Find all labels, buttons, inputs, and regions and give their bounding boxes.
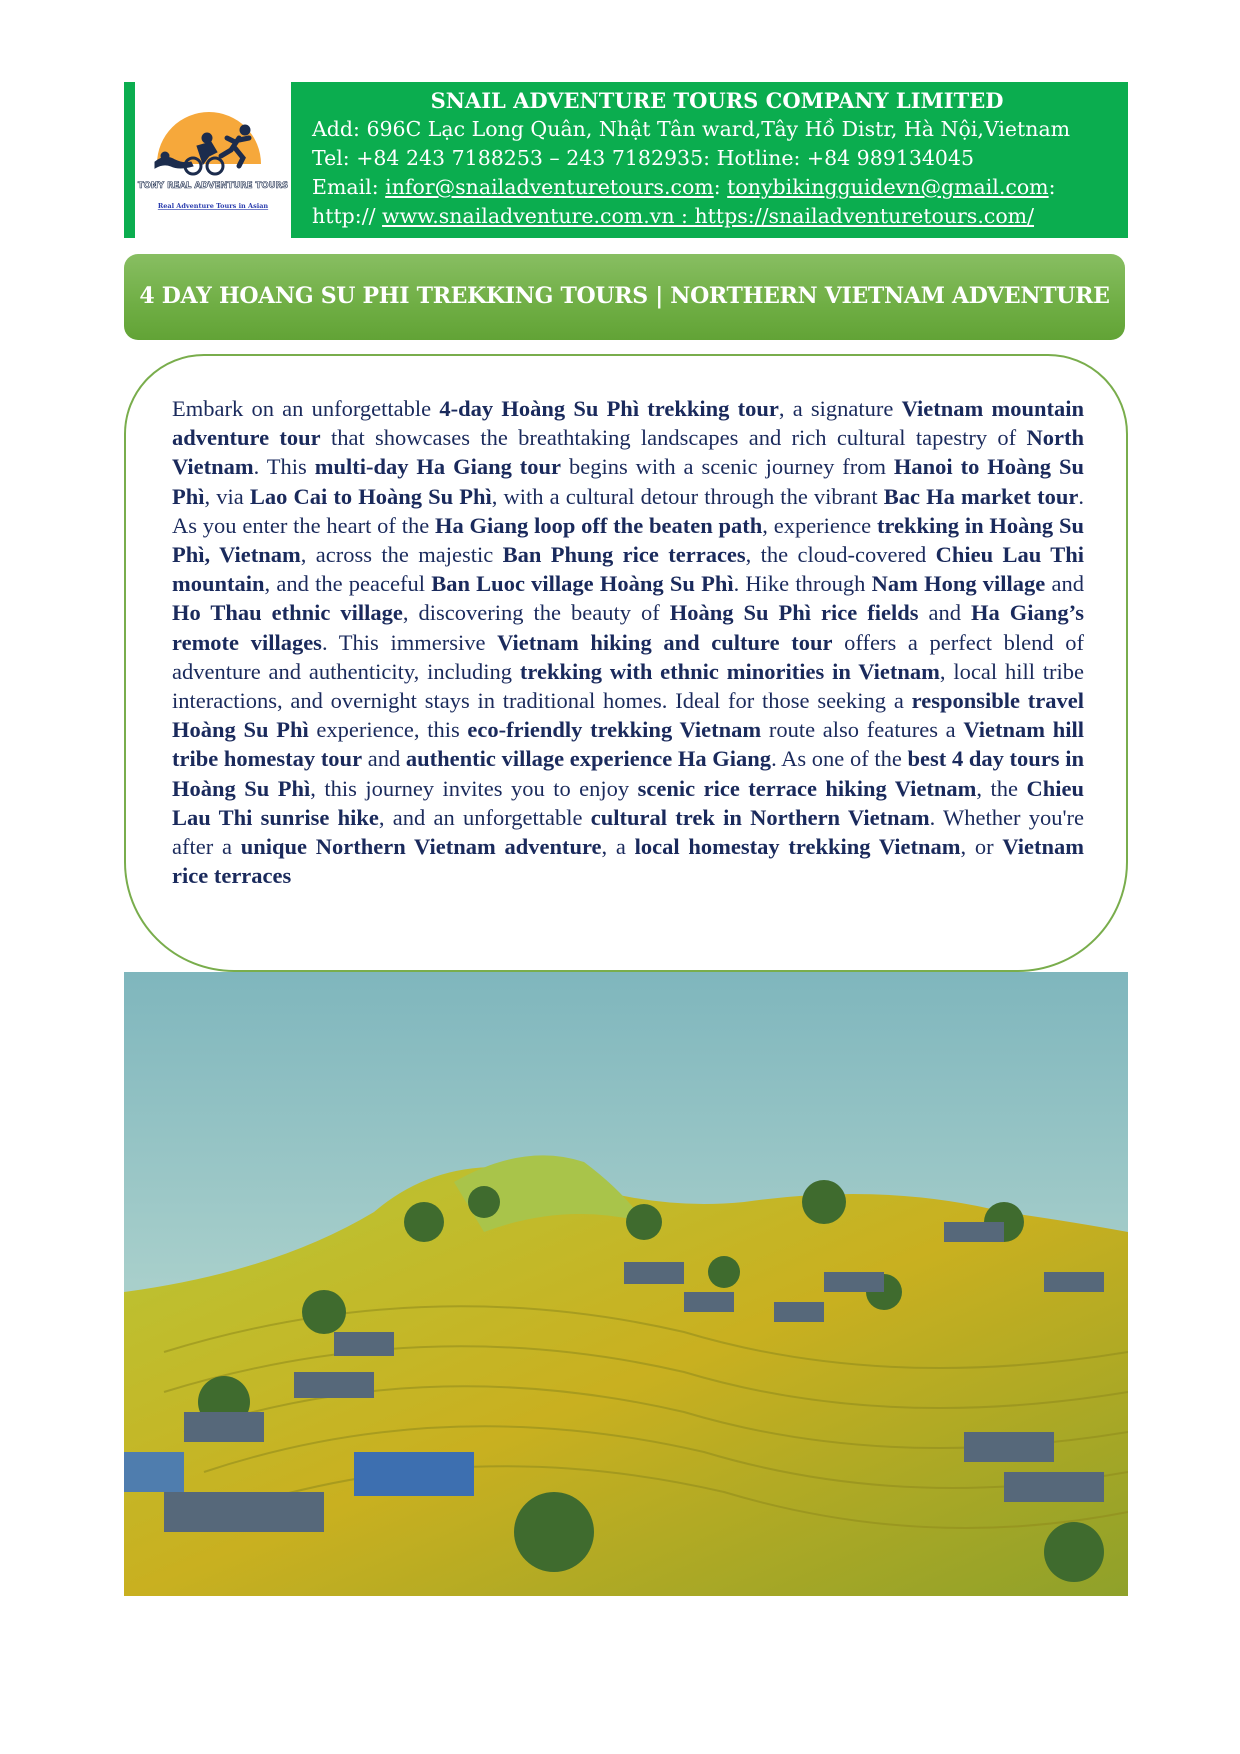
company-web-line (312, 202, 1122, 231)
keyword-highlight: Ha Giang loop off the beaten path (434, 512, 763, 538)
email-link-info[interactable]: infor@snailadventuretours.com (385, 175, 714, 199)
description-text-run: , local hill tribe interactions, and overnight stays in traditional homes. Ideal for those seeking a (172, 658, 1084, 714)
keyword-highlight: Bac Ha market tour (883, 483, 1079, 509)
keyword-highlight: eco-friendly trekking Vietnam (467, 717, 762, 743)
logo-tagline: Real Adventure Tours in Asian (157, 202, 269, 210)
tour-description-box (124, 354, 1128, 972)
company-address: Add: 696C Lạc Long Quân, Nhật Tân ward,Tây Hồ Distr, Hà Nội,Vietnam (312, 117, 1071, 141)
rice-terrace-landscape-image (124, 972, 1128, 1596)
company-contact-block (312, 86, 1122, 231)
page-title: 4 DAY HOANG SU PHI TREKKING TOURS | NORTHERN VIETNAM ADVENTURE (139, 283, 1110, 309)
email-separator: : (713, 175, 728, 199)
keyword-highlight: 4-day Hoàng Su Phì trekking tour (439, 396, 779, 421)
keyword-highlight: Nam Hong village (871, 571, 1046, 597)
website-link-com[interactable]: https://snailadventuretours.com/ (694, 204, 1035, 228)
description-text-run: and (918, 600, 972, 626)
description-text-run: , via (204, 483, 250, 509)
keyword-highlight: authentic village experience Ha Giang (405, 746, 772, 772)
description-text-run: offers a perfect blend of adventure and authenticity, including (172, 629, 1084, 684)
keyword-highlight: Hoàng Su Phì rice fields (669, 600, 919, 626)
keyword-highlight: Vietnam hiking and culture tour (497, 629, 833, 655)
logo-brand-text: TONY REAL ADVENTURE TOURS (137, 181, 289, 191)
keyword-highlight: Ho Thau ethnic village (172, 600, 403, 626)
keyword-highlight: trekking with ethnic minorities in Vietnam (519, 658, 940, 684)
tour-description-text (172, 394, 1084, 930)
description-text-run: route also features a (761, 717, 964, 743)
keyword-highlight: responsible travel Hoàng Su Phì (172, 688, 1084, 743)
description-text-run: . This immersive (321, 629, 498, 655)
rice-terraces-photo (124, 972, 1128, 1596)
description-text-run: . This (253, 454, 315, 480)
description-text-run: , the cloud-covered (745, 542, 936, 568)
keyword-highlight: local homestay trekking Vietnam (634, 834, 961, 860)
company-logo (135, 82, 291, 238)
description-text-run: , with a cultural detour through the vibrant (491, 483, 884, 509)
keyword-highlight: Chieu Lau Thi mountain (172, 542, 1084, 597)
keyword-highlight: Ban Luoc village Hoàng Su Phì (431, 571, 734, 597)
description-text-run: , this journey invites you to enjoy (310, 775, 638, 801)
tour-title-banner (124, 254, 1125, 340)
keyword-highlight: Lao Cai to Hoàng Su Phì (249, 483, 492, 509)
description-text-run: , a (601, 834, 635, 860)
keyword-highlight: scenic rice terrace hiking Vietnam (637, 775, 977, 801)
keyword-highlight: best 4 day tours in Hoàng Su Phì (172, 746, 1084, 801)
description-text-run: . As you enter the heart of the (172, 483, 1084, 538)
keyword-highlight: Vietnam mountain adventure tour (172, 396, 1084, 451)
description-text-run: and (362, 746, 406, 772)
keyword-highlight: cultural trek in Northern Vietnam (590, 804, 930, 830)
keyword-highlight: trekking in Hoàng Su Phì, Vietnam (172, 512, 1084, 568)
description-text-run: . Whether you're after a (172, 804, 1084, 860)
description-text-run: Embark on an unforgettable (172, 396, 440, 421)
company-phone: Tel: +84 243 7188253 – 243 7182935: Hotline: +84 989134045 (312, 146, 975, 170)
keyword-highlight: Ha Giang’s remote villages (172, 600, 1084, 655)
keyword-highlight: Hanoi to Hoàng Su Phì (172, 454, 1084, 509)
email-end: : (1048, 175, 1056, 199)
keyword-highlight: unique Northern Vietnam adventure (240, 834, 602, 860)
description-text-run: that showcases the breathtaking landscapes and rich cultural tapestry of (320, 425, 1027, 451)
description-text-run: , across the majestic (300, 542, 503, 568)
keyword-highlight: Chieu Lau Thi sunrise hike (172, 775, 1084, 830)
email-label: Email: (312, 175, 386, 199)
description-text-run: , and the peaceful (264, 571, 432, 597)
keyword-highlight: North Vietnam (172, 425, 1084, 480)
description-text-run: , a signature (778, 396, 902, 421)
description-text-run: , or (960, 834, 1003, 860)
web-label: http:// (312, 204, 383, 228)
description-text-run: , discovering the beauty of (402, 600, 670, 626)
description-text-run: , the (976, 775, 1027, 801)
description-text-run: . Hike through (733, 571, 872, 597)
company-name: SNAIL ADVENTURE TOURS COMPANY LIMITED (430, 88, 1004, 113)
company-header (124, 82, 1128, 238)
keyword-highlight: Vietnam hill tribe homestay tour (172, 717, 1084, 772)
website-link-vn[interactable]: www.snailadventure.com.vn : (382, 204, 695, 228)
description-text-run: . As one of the (771, 746, 908, 772)
keyword-highlight: Ban Phung rice terraces (502, 542, 746, 568)
keyword-highlight: multi-day Ha Giang tour (314, 454, 562, 480)
company-email-line (312, 173, 1122, 202)
triathlon-sun-logo-icon (135, 82, 291, 238)
description-text-run: experience, this (308, 717, 468, 743)
description-text-run: and (1045, 571, 1084, 597)
description-text-run: , experience (762, 512, 877, 538)
description-text-run: begins with a scenic journey from (561, 454, 894, 480)
email-link-tony[interactable]: tonybikingguidevn@gmail.com (727, 175, 1049, 199)
description-text-run: , and an unforgettable (378, 804, 591, 830)
keyword-highlight: Vietnam rice terraces (172, 834, 1084, 889)
